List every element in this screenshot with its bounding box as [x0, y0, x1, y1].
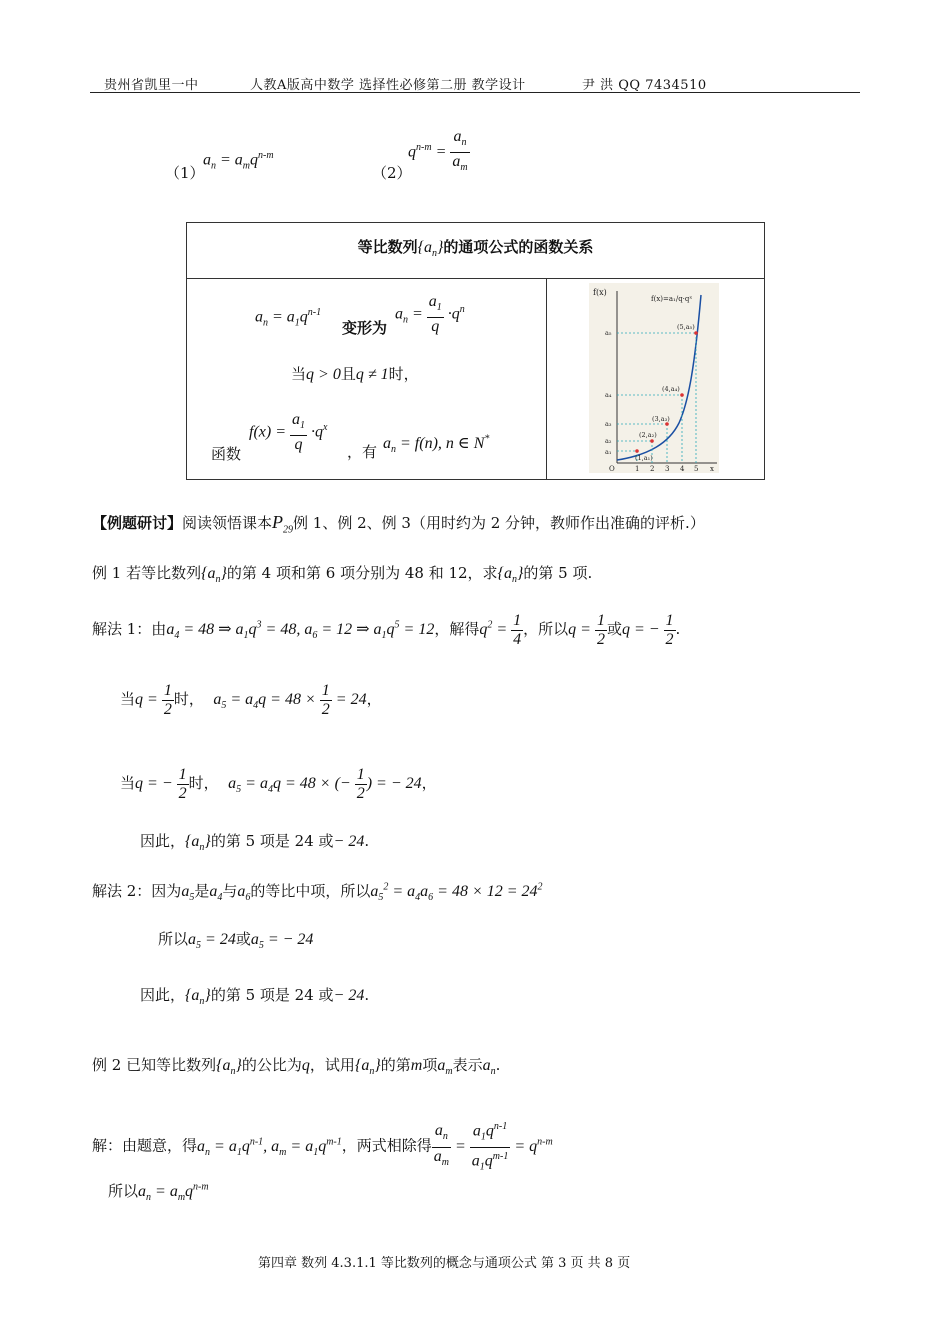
ex1-sol1: 解法 1：由$a_4 = 48$ ⇒ $a_1q^3 = 48$, $a_6 = 12$ ⇒ $a_1q^5 = 12$，解得$q^2$ = $\frac{1}{4}$ ，所以q = $\frac{1}{2}$ 或q = − $\frac{1}{2}$ . — [92, 612, 681, 648]
transformed-term: $a_n$ = $\frac{a_1}{q}$ $\cdot q^n$ — [395, 293, 465, 336]
xtick-4: 4 — [680, 465, 685, 474]
curve — [617, 295, 701, 463]
header-school: 贵州省凯里一中 — [104, 78, 199, 93]
xtick-3: 3 — [665, 465, 670, 474]
ytick-1: a₁ — [605, 448, 612, 457]
xtick-2: 2 — [650, 465, 655, 474]
ex2-question: 例 2 已知等比数列$\{a_n\}$的公比为q，试用$\{a_n\}$的第m项$a_m$表示$a_n$. — [92, 1056, 501, 1078]
table-title: 等比数列$\{a_n\}$的通项公式的函数关系 — [187, 223, 765, 279]
header-rule — [90, 92, 860, 93]
ex1-question: 例 1 若等比数列$\{a_n\}$的第 4 项和第 6 项分别为 48 和 12，求$\{a_n\}$的第 5 项. — [92, 564, 593, 586]
ex1-conclusion-2: 因此，$\{a_n\}$的第 5 项是 24 或− 24. — [140, 986, 370, 1008]
footer: 第四章 数列 4.3.1.1 等比数列的概念与通项公式 第 3 页 共 8 页 — [258, 1256, 631, 1271]
ex2-result: 所以$a_n = a_mq^{n-m}$ — [108, 1181, 209, 1204]
graph-formula: f(x)=a₁/q·qˣ — [651, 295, 693, 304]
transform-label: 变形为 — [342, 319, 388, 338]
point-label-3: (3,a₃) — [652, 415, 671, 424]
condition: 当q > 0且q ≠ 1时， — [291, 365, 419, 384]
ex1-sol2: 解法 2：因为$a_5$是$a_4$与$a_6$的等比中项，所以$a_5^2 = a_4a_6 = 48 \times 12 = 24^2$ — [92, 881, 543, 904]
have-label: ，有 — [347, 443, 378, 462]
general-term: $a_n = a_1q^{n-1}$ — [255, 307, 322, 329]
ex2-solution: 解：由题意，得$a_n = a_1q^{n-1}$, $a_m = a_1q^{m-1}$，两式相除得 $\frac{a_n}{a_m}$ = $\frac{a_1q^{n-1}}{a_1q^{m-1}}$ = $q^{n-m}$ — [92, 1118, 553, 1176]
formula-cell — [187, 279, 547, 480]
guide-lines — [617, 333, 696, 463]
formula-1: $a_n = a_mq^{n-m}$ — [203, 150, 274, 172]
xtick-o: O — [609, 465, 616, 474]
header-course: 人教A版高中数学 选择性必修第二册 教学设计 — [250, 78, 526, 93]
formula-label-1: （1） — [165, 164, 205, 182]
formula-2: $q^{n-m}$ = $\frac{a_n}{a_m}$ — [408, 128, 468, 174]
ytick-2: a₂ — [605, 437, 612, 446]
formula-label-2: （2） — [372, 164, 412, 182]
point-label-2: (2,a₂) — [639, 431, 658, 440]
y-axis-label: f(x) — [593, 288, 608, 298]
ex1-case2: 当q = − $\frac{1}{2}$ 时， $a_5 = a_4q = 48$ × (− $\frac{1}{2}$ ) = − 24， — [120, 766, 437, 802]
exponential-graph — [589, 283, 719, 473]
xtick-5: 5 — [694, 465, 699, 474]
function-relation-table — [186, 222, 765, 480]
ex1-case1: 当q = $\frac{1}{2}$ 时， $a_5 = a_4q = 48$ × $\frac{1}{2}$ = 24， — [120, 682, 382, 718]
header-author: 尹 洪 QQ 7434510 — [582, 78, 707, 93]
ytick-4: a₄ — [605, 391, 612, 400]
point-label-5: (5,a₅) — [677, 323, 696, 332]
point-label-1: (1,a₁) — [635, 454, 654, 463]
point-label-4: (4,a₄) — [662, 385, 681, 394]
ex1-sol2-result: 所以$a_5 = 24$或$a_5$ = − 24 — [158, 930, 314, 952]
xtick-1: 1 — [635, 465, 640, 474]
function-label: 函数 — [211, 445, 242, 464]
xtick-x: x — [710, 465, 715, 474]
ytick-3: a₃ — [605, 420, 612, 429]
graph-cell — [547, 279, 765, 480]
function-relation: $a_n = f(n)$, n ∈ N* — [383, 433, 490, 456]
ytick-5: a₅ — [605, 329, 612, 338]
example-intro: 【例题研讨】阅读领悟课本$P_{29}$例 1、例 2、例 3（用时约为 2 分钟，教师作出准确的评析.） — [92, 512, 705, 536]
ex1-conclusion-1: 因此，$\{a_n\}$的第 5 项是 24 或− 24. — [140, 832, 370, 854]
function-def: f(x) = $\frac{a_1}{q}$ $\cdot q^x$ — [249, 411, 328, 454]
